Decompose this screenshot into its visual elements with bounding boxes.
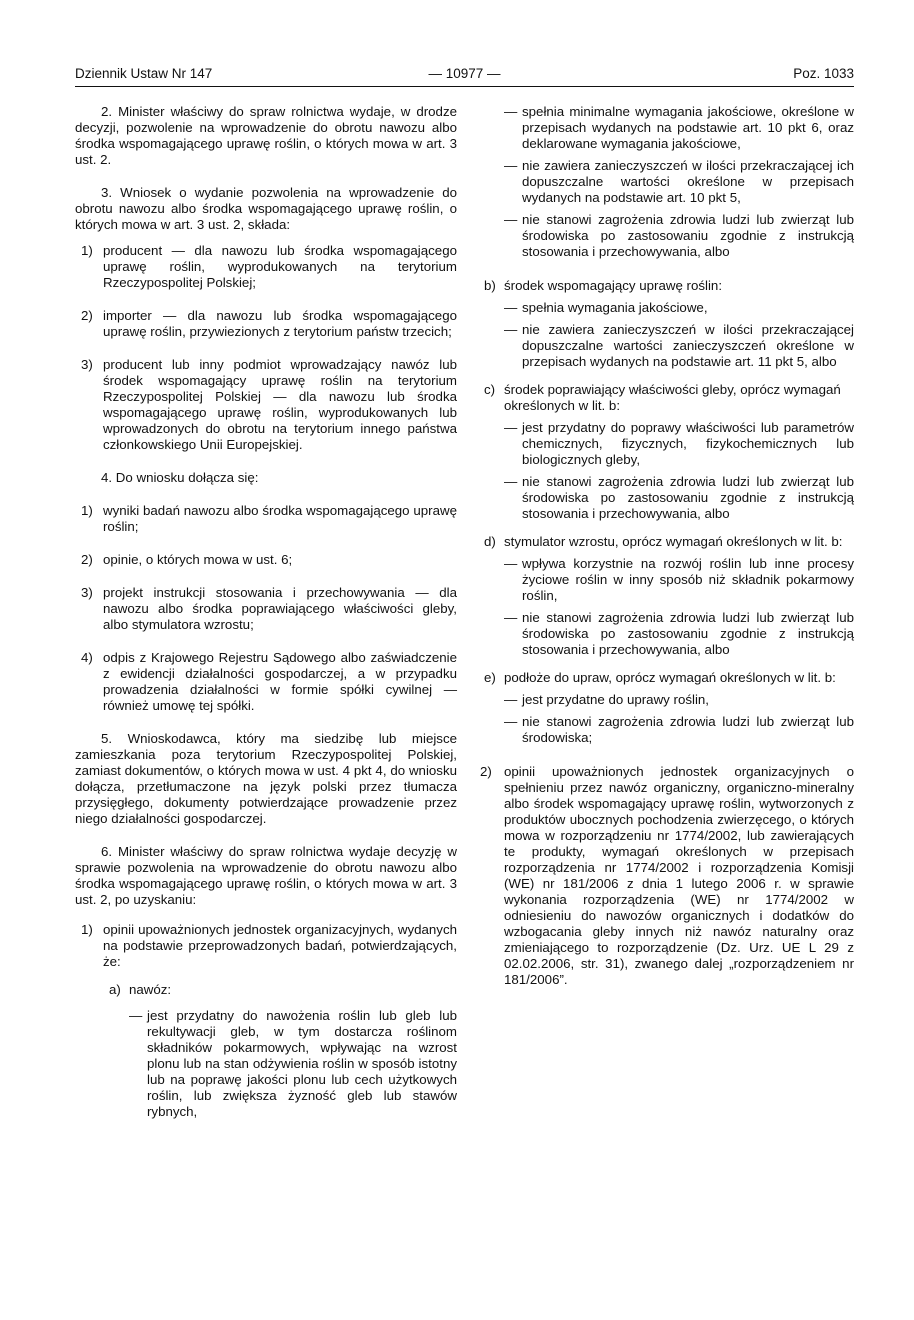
sub-item-letter: c) [484,382,496,397]
sub-item-e [484,670,854,686]
dash-marker: — [504,158,518,173]
right-column [480,104,854,988]
sub-item-text: środek poprawiający właściwości gleby, oprócz wymagań określonych w lit. b: [504,382,841,413]
dash-item-text: nie zawiera zanieczyszczeń w ilości przekraczającej dopuszczalne wartości zanieczyszczeń określone w przepisach wydanych na podstawie art. 11 pkt 5, albo [522,322,854,369]
dash-item [504,300,854,316]
journal-title: Dziennik Ustaw Nr 147 [75,66,213,81]
dash-item [504,420,854,468]
list-item-number: 3) [81,585,93,600]
dash-marker: — [504,420,518,435]
dash-item-text: jest przydatny do nawożenia roślin lub gleb lub rekultywacji gleb, w tym dostarcza roślinom składników pokarmowych, wpływając na wzrost plonu lub na stan odżywienia roślin w sposób istotny lub na poprawę jakości plonu lub cech użytkowych roślin, lub zwiększa żyzność gleb lub stawów rybnych, [147,1008,457,1119]
dash-item-text: spełnia wymagania jakościowe, [522,300,708,315]
dash-marker: — [504,692,518,707]
list-item-text: producent — dla nawozu lub środka wspomagającego uprawę roślin, wyprodukowanych na terytorium Rzeczypospolitej Polskiej; [103,243,457,290]
list-item-text: importer — dla nawozu lub środka wspomagającego uprawę roślin, przywiezionych z terytorium państw trzecich; [103,308,457,339]
paragraph-2: 2. Minister właściwy do spraw rolnictwa wydaje, w drodze decyzji, pozwolenie na wprowadzenie do obrotu nawozu albo środka wspomagającego uprawę roślin, o których mowa w art. 3 ust. 2. [75,104,457,167]
sub-item-b [484,278,854,294]
dash-marker: — [504,556,518,571]
dash-marker: — [504,474,518,489]
sub-item-text: podłoże do upraw, oprócz wymagań określonych w lit. b: [504,670,836,685]
dash-item [504,692,854,708]
paragraph-4: 4. Do wniosku dołącza się: [101,470,259,485]
page-number: — 10977 — [428,66,501,81]
list-item-number: 1) [81,922,93,937]
sub-item-d [484,534,854,550]
sub-item-letter: e) [484,670,496,685]
list-item-number: 2) [81,308,93,323]
list-item-text: opinie, o których mowa w ust. 6; [103,552,293,567]
sub-item-letter: b) [484,278,496,293]
dash-item-text: nie zawiera zanieczyszczeń w ilości przekraczającej ich dopuszczalne wartości określone w przepisach wydanych na podstawie art. 10 pkt 5, [522,158,854,205]
paragraph-3: 3. Wniosek o wydanie pozwolenia na wprowadzenie do obrotu nawozu albo środka wspomagającego uprawę roślin, o których mowa w art. 3 ust. 2, składa: [75,185,457,232]
list-item [75,243,457,291]
dash-item-text: nie stanowi zagrożenia zdrowia ludzi lub zwierząt lub środowiska po zastosowaniu zgodnie z instrukcją stosowania i przechowywania, albo [522,610,854,657]
left-column [75,104,457,1126]
list-item-number: 4) [81,650,93,665]
dash-marker: — [504,212,518,227]
sub-item-letter: a) [109,982,121,997]
dash-marker: — [504,610,518,625]
paragraph-6: 6. Minister właściwy do spraw rolnictwa wydaje decyzję w sprawie pozwolenia na wprowadzenie do obrotu nawozu albo środka wspomagającego uprawę roślin, o których mowa w art. 3 ust. 2, po uzyskaniu: [75,844,457,907]
sub-item-text: środek wspomagający uprawę roślin: [504,278,723,293]
dash-marker: — [504,714,518,729]
list-item-number: 1) [81,503,93,518]
list-item [75,585,457,633]
sub-item-text: stymulator wzrostu, oprócz wymagań określonych w lit. b: [504,534,843,549]
sub-item-text: nawóz: [129,982,172,997]
list-item-number: 3) [81,357,93,372]
list-item [75,308,457,340]
dash-marker: — [129,1008,143,1023]
list-item [75,922,457,970]
dash-item [504,714,854,746]
list-item-text: projekt instrukcji stosowania i przechowywania — dla nawozu albo środka poprawiającego właściwości gleby, albo stymulatora wzrostu; [103,585,457,632]
dash-item [504,610,854,658]
dash-item [504,104,854,152]
dash-item-text: jest przydatne do uprawy roślin, [522,692,709,707]
list-item-text: opinii upoważnionych jednostek organizacyjnych o spełnieniu przez nawóz organiczny, organiczno-mineralny albo środek wspomagający uprawę roślin, wytworzonych z produktów ubocznych pochodzenia zwierzęcego, o których mowa w rozporządzeniu nr 1774/2002, lub zawierających te produkty, wymagań określonych w przepisach rozporządzenia nr 1774/2002 i rozporządzenia Komisji (WE) nr 181/2006 z dnia 1 lutego 2006 r. w sprawie wykonania rozporządzenia (WE) nr 1774/2002 w odniesieniu do nawozów organicznych i dodatków do wzbogacania gleby innych niż nawóz naturalny oraz zmieniającego to rozporządzenie (Dz. Urz. UE L 29 z 02.02.2006, str. 31), zwanego dalej „rozporządzeniem nr 181/2006”. [504,764,854,987]
dash-item-text: nie stanowi zagrożenia zdrowia ludzi lub zwierząt lub środowiska; [522,714,854,745]
dash-item [504,556,854,604]
page-header [75,64,854,87]
dash-item [504,474,854,522]
list-item-number: 1) [81,243,93,258]
dash-item-text: jest przydatny do poprawy właściwości lub parametrów chemicznych, fizycznych, fizykochemicznych lub biologicznych gleby, [522,420,854,467]
paragraph-5: 5. Wnioskodawca, który ma siedzibę lub miejsce zamieszkania poza terytorium Rzeczypospolitej Polskiej, zamiast dokumentów, o których mowa w ust. 4 pkt 4, do wniosku dołącza, przetłumaczone na język polski przez tłumacza przysięgłego, dokumenty potwierdzające prowadzenie przez niego działalności gospodarczej. [75,731,457,826]
list-item [75,650,457,714]
dash-item [129,1008,457,1120]
dash-item [504,322,854,370]
dash-item-text: wpływa korzystnie na rozwój roślin lub inne procesy życiowe roślin w inny sposób niż składnik pokarmowy roślin, [522,556,854,603]
list-item-text: odpis z Krajowego Rejestru Sądowego albo zaświadczenie z ewidencji działalności gospodarczej, a w przypadku prowadzenia działalności w formie spółki cywilnej — również umowę tej spółki. [103,650,457,713]
sub-item-letter: d) [484,534,496,549]
position-number: Poz. 1033 [793,66,854,81]
dash-item-text: nie stanowi zagrożenia zdrowia ludzi lub zwierząt lub środowiska po zastosowaniu zgodnie z instrukcją stosowania i przechowywania, albo [522,474,854,521]
dash-item-text: nie stanowi zagrożenia zdrowia ludzi lub zwierząt lub środowiska po zastosowaniu zgodnie z instrukcją stosowania i przechowywania, albo [522,212,854,259]
list-item [75,552,457,568]
list-item-text: producent lub inny podmiot wprowadzający nawóz lub środek wspomagający uprawę roślin na terytorium Rzeczypospolitej Polskiej — dla nawozu lub środka wspomagającego uprawę roślin, wyprodukowanych lub wprowadzonych do obrotu na terytorium innego państwa członkowskiego Unii Europejskiej. [103,357,457,452]
sub-item-a [109,982,457,998]
dash-marker: — [504,322,518,337]
sub-item-c [484,382,854,414]
dash-item [504,212,854,260]
list-item-text: wyniki badań nawozu albo środka wspomagającego uprawę roślin; [103,503,457,534]
dash-item-text: spełnia minimalne wymagania jakościowe, określone w przepisach wydanych na podstawie art. 10 pkt 6, oraz deklarowane wymagania jakościowe, [522,104,854,151]
dash-item [504,158,854,206]
dash-marker: — [504,104,518,119]
list-item [75,503,457,535]
dash-marker: — [504,300,518,315]
list-item-number: 2) [480,764,492,779]
list-item-number: 2) [81,552,93,567]
list-item-text: opinii upoważnionych jednostek organizacyjnych, wydanych na podstawie przeprowadzonych badań, potwierdzających, że: [103,922,457,969]
list-item [480,764,854,988]
list-item [75,357,457,453]
